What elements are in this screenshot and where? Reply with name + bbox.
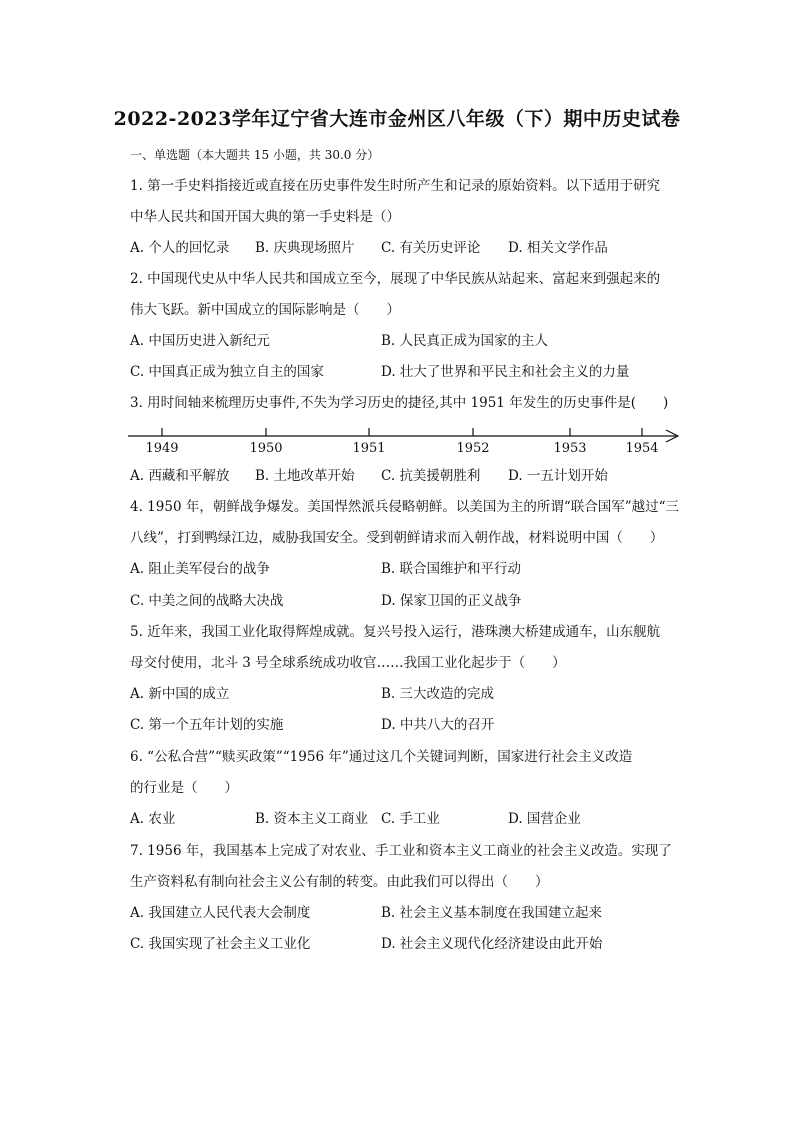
option-b: B. 土地改革开始 <box>255 468 355 484</box>
option-a: A. 个人的回忆录 <box>130 240 230 256</box>
option-c: C. 抗美援朝胜利 <box>381 468 481 484</box>
question-text: 4. 1950 年，朝鲜战争爆发。美国悍然派兵侵略朝鲜。以美国为主的所谓“联合国军”越过“三 <box>130 499 680 515</box>
option-d: D. 国营企业 <box>508 811 581 827</box>
option-b: B. 庆典现场照片 <box>255 240 355 256</box>
option-a: A. 中国历史进入新纪元 <box>130 333 270 349</box>
option-d: D. 社会主义现代化经济建设由此开始 <box>381 936 603 952</box>
timeline-year-label: 1953 <box>553 441 587 456</box>
option-c: C. 中国真正成为独立自主的国家 <box>130 364 324 380</box>
question-text: 5. 近年来，我国工业化取得辉煌成就。复兴号投入运行，港珠澳大桥建成通车，山东舰航 <box>130 624 661 640</box>
question-text: 2. 中国现代史从中华人民共和国成立至今，展现了中华民族从站起来、富起来到强起来的 <box>130 271 661 287</box>
timeline-figure <box>128 424 688 458</box>
question-text: 6. “公私合营”“赎买政策”“1956 年”通过这几个关键词判断，国家进行社会主义改造 <box>130 749 633 765</box>
option-b: B. 三大改造的完成 <box>381 686 495 702</box>
option-c: C. 第一个五年计划的实施 <box>130 717 284 733</box>
option-b: B. 联合国维护和平行动 <box>381 561 522 577</box>
option-d: D. 保家卫国的正义战争 <box>381 593 522 609</box>
question-text: 7. 1956 年，我国基本上完成了对农业、手工业和资本主义工商业的社会主义改造。实现了 <box>130 843 672 859</box>
option-b: B. 社会主义基本制度在我国建立起来 <box>381 905 603 921</box>
option-a: A. 西藏和平解放 <box>130 468 230 484</box>
option-c: C. 中美之间的战略大决战 <box>130 593 284 609</box>
option-a: A. 农业 <box>130 811 176 827</box>
option-d: D. 中共八大的召开 <box>381 717 495 733</box>
question-text: 生产资料私有制向社会主义公有制的转变。由此我们可以得出（ ） <box>130 874 549 890</box>
section-heading: 一、单选题（本大题共 15 小题，共 30.0 分） <box>130 148 380 162</box>
option-c: C. 手工业 <box>381 811 440 827</box>
timeline-year-label: 1951 <box>352 441 386 456</box>
timeline-year-label: 1952 <box>456 441 490 456</box>
question-text: 1. 第一手史料指接近或直接在历史事件发生时所产生和记录的原始资料。以下适用于研究 <box>130 178 661 194</box>
question-text: 伟大飞跃。新中国成立的国际影响是（ ） <box>130 302 400 318</box>
option-a: A. 新中国的成立 <box>130 686 230 702</box>
page-title: 2022-2023学年辽宁省大连市金州区八年级（下）期中历史试卷 <box>113 108 681 130</box>
option-c: C. 我国实现了社会主义工业化 <box>130 936 311 952</box>
question-text: 3. 用时间轴来梳理历史事件,不失为学习历史的捷径,其中 1951 年发生的历史事件是( ) <box>130 395 669 411</box>
option-d: D. 一五计划开始 <box>508 468 608 484</box>
option-a: A. 阻止美军侵台的战争 <box>130 561 270 577</box>
timeline-year-label: 1950 <box>249 441 283 456</box>
option-b: B. 资本主义工商业 <box>255 811 369 827</box>
option-c: C. 有关历史评论 <box>381 240 481 256</box>
option-b: B. 人民真正成为国家的主人 <box>381 333 549 349</box>
question-text: 八线”，打到鸭绿江边，威胁我国安全。受到朝鲜请求而入朝作战，材料说明中国（ ） <box>130 530 664 546</box>
option-d: D. 相关文学作品 <box>508 240 608 256</box>
question-text: 母交付使用，北斗 3 号全球系统成功收官……我国工业化起步于（ ） <box>130 655 566 671</box>
option-d: D. 壮大了世界和平民主和社会主义的力量 <box>381 364 630 380</box>
question-text: 的行业是（ ） <box>130 780 238 796</box>
timeline-year-label: 1954 <box>625 441 659 456</box>
timeline-year-label: 1949 <box>145 441 179 456</box>
option-a: A. 我国建立人民代表大会制度 <box>130 905 311 921</box>
question-text: 中华人民共和国开国大典的第一手史料是（） <box>130 209 400 225</box>
